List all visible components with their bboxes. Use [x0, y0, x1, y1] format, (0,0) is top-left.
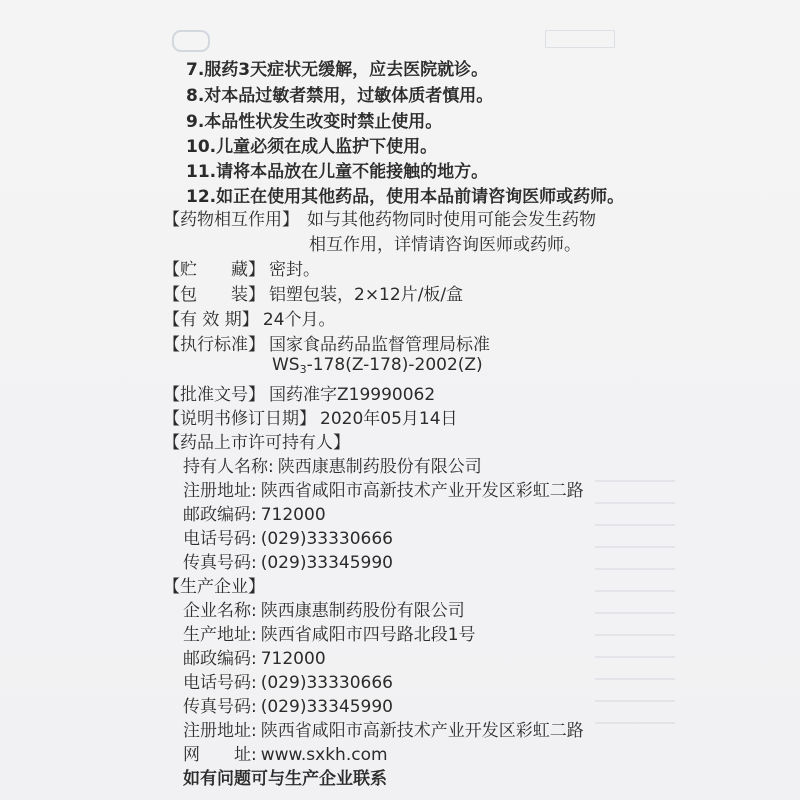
manufacturer-fax-label: 传真号码:: [183, 697, 257, 717]
precaution-item: 9.本品性状发生改变时禁止使用。: [186, 112, 443, 132]
storage-row: [163, 255, 320, 280]
standard-code: [272, 355, 483, 376]
holder-name-label: 持有人名称:: [183, 457, 274, 477]
contact-note: 如有问题可与生产企业联系: [183, 769, 387, 789]
holder-fax-row: [183, 548, 393, 573]
interactions-text: 如与其他药物同时使用可能会发生药物: [307, 210, 596, 230]
manufacturer-name-row: [183, 596, 465, 621]
validity-label: 【有 效 期】: [163, 310, 259, 330]
holder-name: 陕西康惠制药股份有限公司: [277, 457, 482, 477]
manufacturer-name-label: 企业名称:: [183, 601, 257, 621]
revision-label: 【说明书修订日期】: [163, 409, 316, 429]
storage-label: 【贮 藏】: [163, 260, 265, 280]
holder-tel-label: 电话号码:: [183, 529, 257, 549]
approval-label: 【批准文号】: [163, 385, 265, 405]
validity-value: 24个月。: [262, 310, 336, 330]
precaution-item: 11.请将本品放在儿童不能接触的地方。: [186, 162, 489, 182]
holder-tel-row: [183, 524, 393, 549]
precaution-item: 7.服药3天症状无缓解，应去医院就诊。: [186, 60, 489, 80]
package-label: 【包 装】: [163, 285, 265, 305]
holder-zip-row: [183, 500, 326, 525]
manufacturer-website-label: 网 址:: [183, 745, 257, 765]
manufacturer-address: 陕西省咸阳市四号路北段1号: [260, 625, 476, 645]
manufacturer-fax-row: [183, 692, 393, 717]
manufacturer-tel-label: 电话号码:: [183, 673, 257, 693]
standard-code-prefix: WS: [272, 355, 300, 375]
interactions-text-continued: 相互作用，详情请咨询医师或药师。: [309, 235, 581, 255]
manufacturer-website-row: [183, 740, 388, 765]
holder-address-row: [183, 476, 584, 501]
precaution-item: 12.如正在使用其他药品，使用本品前请咨询医师或药师。: [186, 187, 625, 207]
holder-zip-label: 邮政编码:: [183, 505, 257, 525]
holder-address: 陕西省咸阳市高新技术产业开发区彩虹二路: [260, 481, 584, 501]
revision-row: [163, 404, 458, 429]
storage-value: 密封。: [269, 260, 320, 280]
holder-fax: (029)33345990: [260, 553, 393, 573]
manufacturer-zip: 712000: [260, 649, 326, 669]
manufacturer-fax: (029)33345990: [260, 697, 393, 717]
manufacturer-zip-label: 邮政编码:: [183, 649, 257, 669]
interactions-label: 【药物相互作用】: [163, 210, 299, 230]
manufacturer-tel: (029)33330666: [260, 673, 393, 693]
interactions-section: [163, 205, 596, 230]
precaution-item: 8.对本品过敏者禁用，过敏体质者慎用。: [186, 86, 494, 106]
manufacturer-label: 【生产企业】: [163, 577, 265, 597]
standard-value: 国家食品药品监督管理局标准: [269, 335, 490, 355]
manufacturer-name: 陕西康惠制药股份有限公司: [260, 601, 465, 621]
manufacturer-address-row: [183, 620, 476, 645]
approval-row: [163, 380, 435, 405]
standard-label: 【执行标准】: [163, 335, 265, 355]
standard-code-subscript: 3: [299, 363, 307, 376]
manufacturer-reg-address: 陕西省咸阳市高新技术产业开发区彩虹二路: [260, 721, 584, 741]
manufacturer-address-label: 生产地址:: [183, 625, 257, 645]
precaution-item: 10.儿童必须在成人监护下使用。: [186, 137, 438, 157]
standard-code-rest: -178(Z-178)-2002(Z): [306, 355, 483, 375]
manufacturer-tel-row: [183, 668, 393, 693]
holder-label: 【药品上市许可持有人】: [163, 433, 350, 453]
holder-tel: (029)33330666: [260, 529, 393, 549]
manufacturer-zip-row: [183, 644, 326, 669]
validity-row: [163, 305, 335, 330]
revision-value: 2020年05月14日: [320, 409, 458, 429]
manufacturer-reg-address-label: 注册地址:: [183, 721, 257, 741]
holder-address-label: 注册地址:: [183, 481, 257, 501]
holder-fax-label: 传真号码:: [183, 553, 257, 573]
package-value: 铝塑包装，2×12片/板/盒: [269, 285, 464, 305]
package-row: [163, 280, 463, 305]
manufacturer-website: www.sxkh.com: [260, 745, 388, 765]
holder-name-row: [183, 452, 482, 477]
holder-zip: 712000: [260, 505, 326, 525]
approval-value: 国药准字Z19990062: [269, 385, 436, 405]
standard-row: [163, 330, 490, 355]
manufacturer-reg-address-row: [183, 716, 584, 741]
